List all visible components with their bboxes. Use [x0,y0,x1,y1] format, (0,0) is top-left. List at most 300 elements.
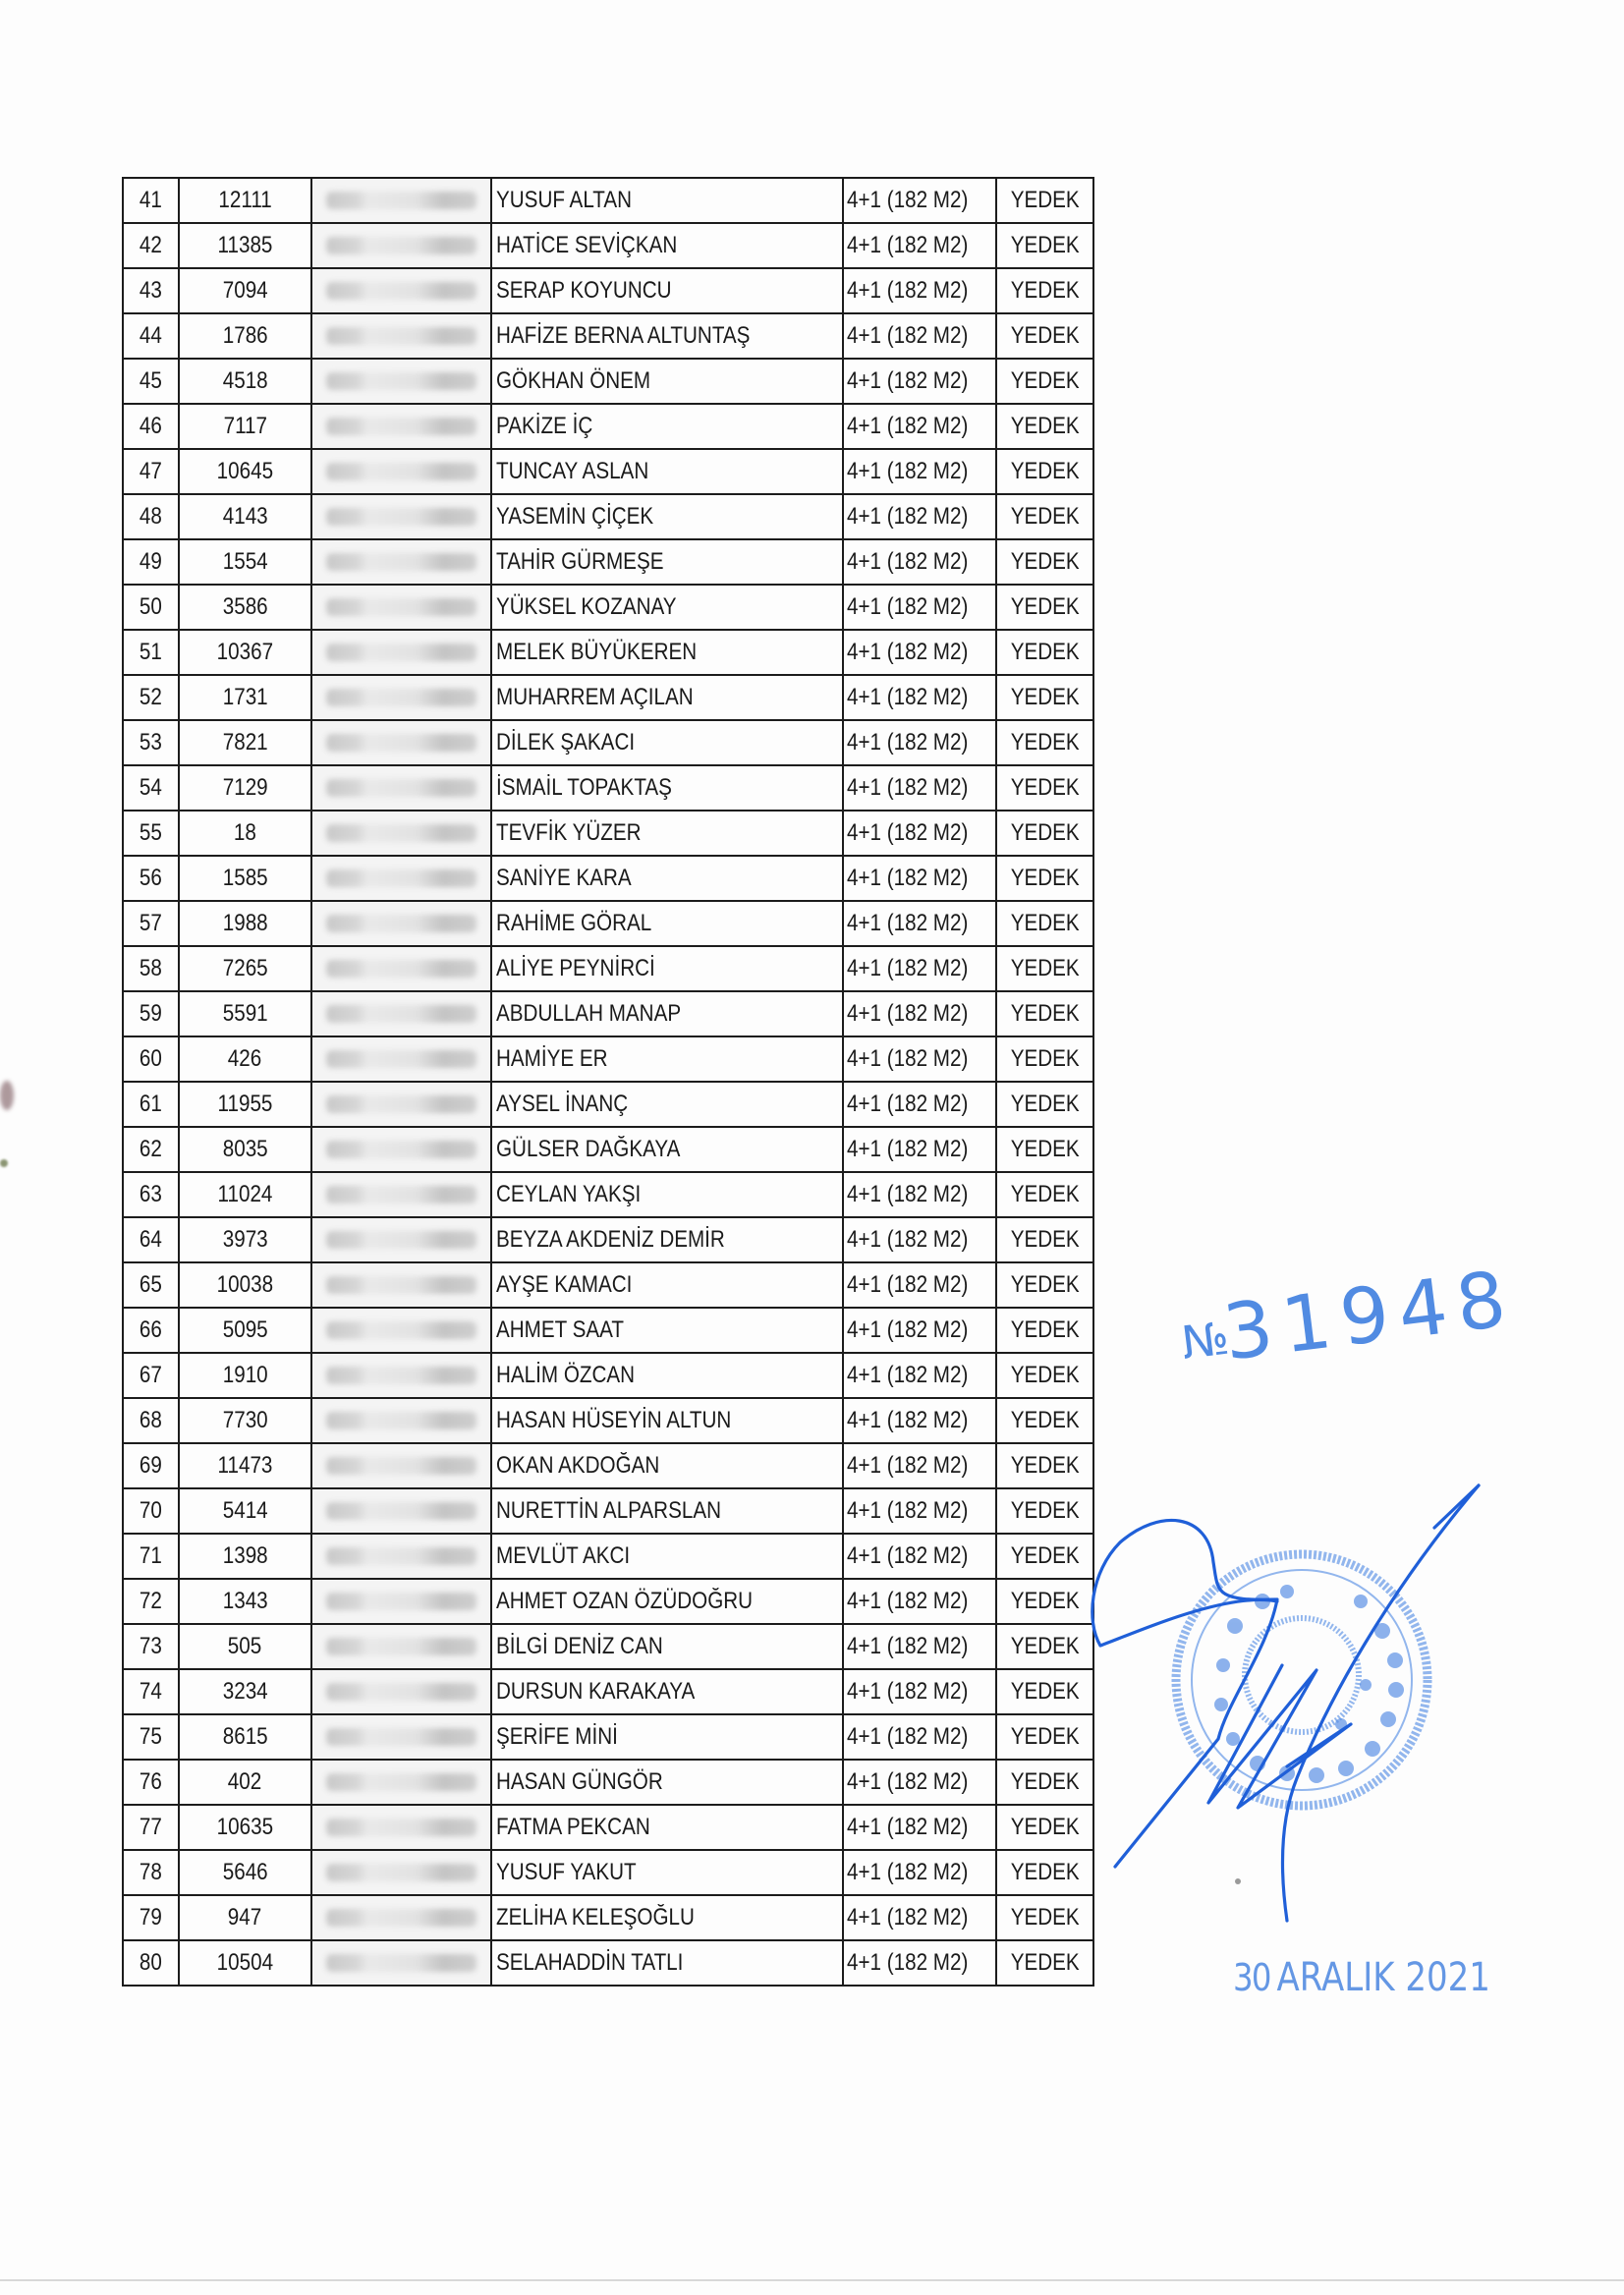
row-number: 55 [140,819,162,846]
reserve-list-table [122,177,1094,1987]
unit-type: 4+1 (182 M2) [847,1814,969,1840]
status-cell [996,1940,1093,1986]
redacted-id-cell [311,1036,491,1082]
name-cell [491,1217,843,1262]
application-number-cell [179,1940,311,1986]
application-number: 426 [228,1045,262,1072]
unit-type-cell [843,1172,996,1217]
name-cell [491,765,843,811]
application-number: 3234 [222,1678,268,1705]
status: YEDEK [1010,277,1080,304]
unit-type: 4+1 (182 M2) [847,1723,969,1750]
redacted-id-blur [326,1457,476,1475]
document-number: 31948 [1218,1254,1521,1378]
application-number-cell [179,404,311,449]
unit-type: 4+1 (182 M2) [847,684,969,710]
application-number-cell [179,1895,311,1940]
name-cell [491,675,843,720]
row-number: 69 [140,1452,162,1479]
redacted-id-blur [326,508,476,526]
table-row [123,630,1093,675]
table-row [123,449,1093,494]
row-number: 75 [140,1723,162,1750]
redacted-id-blur [326,1231,476,1249]
unit-type-cell [843,946,996,991]
unit-type: 4+1 (182 M2) [847,1362,969,1388]
application-number: 1786 [222,322,268,349]
unit-type: 4+1 (182 M2) [847,639,969,665]
redacted-id-blur [326,1095,476,1113]
name-cell [491,1940,843,1986]
name-cell [491,1353,843,1398]
row-number: 74 [140,1678,162,1705]
row-number: 45 [140,367,162,394]
unit-type: 4+1 (182 M2) [847,413,969,439]
unit-type-cell [843,765,996,811]
row-number: 41 [140,187,162,213]
unit-type: 4+1 (182 M2) [847,458,969,484]
status-cell [996,1443,1093,1488]
redacted-id-cell [311,1805,491,1850]
redacted-id-blur [326,1367,476,1384]
row-number-cell [123,313,179,359]
name-cell [491,1669,843,1714]
row-number-cell [123,720,179,765]
name-cell [491,1262,843,1308]
table-row [123,539,1093,585]
application-number-cell [179,1262,311,1308]
redacted-id-blur [326,915,476,932]
status: YEDEK [1010,1678,1080,1705]
table-row [123,811,1093,856]
name-cell [491,1488,843,1534]
name-cell [491,359,843,404]
table-row [123,675,1093,720]
row-number: 56 [140,865,162,891]
redacted-id-cell [311,359,491,404]
applicant-name: YASEMİN ÇİÇEK [496,503,654,530]
table-row [123,1308,1093,1353]
row-number-cell [123,223,179,268]
unit-type: 4+1 (182 M2) [847,1949,969,1976]
applicant-name: AYSEL İNANÇ [496,1091,629,1117]
applicant-name: MUHARREM AÇILAN [496,684,694,710]
redacted-id-blur [326,1186,476,1203]
name-cell [491,449,843,494]
status-cell [996,1850,1093,1895]
unit-type-cell [843,1624,996,1669]
status-cell [996,449,1093,494]
application-number: 1554 [222,548,268,575]
table-row [123,1579,1093,1624]
status-cell [996,675,1093,720]
row-number: 42 [140,232,162,258]
unit-type-cell [843,1398,996,1443]
unit-type: 4+1 (182 M2) [847,367,969,394]
applicant-name: SERAP KOYUNCU [496,277,672,304]
application-number: 1343 [222,1588,268,1614]
applicant-name: HAFİZE BERNA ALTUNTAŞ [496,322,751,349]
scan-artifact [0,1081,14,1110]
application-number-cell [179,991,311,1036]
unit-type-cell [843,1940,996,1986]
applicant-name: OKAN AKDOĞAN [496,1452,660,1479]
status-cell [996,1036,1093,1082]
table-row [123,1940,1093,1986]
row-number: 60 [140,1045,162,1072]
application-number-cell [179,223,311,268]
application-number: 5591 [222,1000,268,1027]
row-number-cell [123,1895,179,1940]
unit-type: 4+1 (182 M2) [847,1542,969,1569]
row-number-cell [123,1669,179,1714]
table-row [123,313,1093,359]
row-number-cell [123,1398,179,1443]
row-number-cell [123,404,179,449]
application-number: 7117 [223,413,267,439]
name-cell [491,1308,843,1353]
redacted-id-blur [326,282,476,300]
status-cell [996,313,1093,359]
row-number-cell [123,449,179,494]
status-cell [996,991,1093,1036]
row-number-cell [123,1714,179,1760]
table-row [123,268,1093,313]
applicant-name: GÖKHAN ÖNEM [496,367,651,394]
unit-type: 4+1 (182 M2) [847,1226,969,1253]
applicant-name: AYŞE KAMACI [496,1271,633,1298]
status: YEDEK [1010,1542,1080,1569]
application-number: 3586 [222,593,268,620]
unit-type: 4+1 (182 M2) [847,774,969,801]
row-number: 53 [140,729,162,756]
row-number: 59 [140,1000,162,1027]
page-bottom-edge [0,2279,1624,2281]
scan-artifact [0,1159,8,1167]
status-cell [996,1082,1093,1127]
status: YEDEK [1010,1814,1080,1840]
name-cell [491,1172,843,1217]
status-cell [996,1308,1093,1353]
unit-type-cell [843,1805,996,1850]
application-number-cell [179,1579,311,1624]
table-row [123,1624,1093,1669]
application-number: 505 [228,1633,262,1659]
row-number: 80 [140,1949,162,1976]
status: YEDEK [1010,458,1080,484]
row-number: 61 [140,1091,162,1117]
application-number: 7821 [222,729,268,756]
row-number-cell [123,1308,179,1353]
application-number-cell [179,268,311,313]
application-number-cell [179,1805,311,1850]
name-cell [491,1082,843,1127]
name-cell [491,178,843,223]
unit-type: 4+1 (182 M2) [847,819,969,846]
name-cell [491,946,843,991]
status: YEDEK [1010,232,1080,258]
status: YEDEK [1010,1949,1080,1976]
application-number-cell [179,1760,311,1805]
unit-type: 4+1 (182 M2) [847,232,969,258]
application-number: 5646 [222,1859,268,1885]
unit-type-cell [843,991,996,1036]
status-cell [996,1805,1093,1850]
redacted-id-cell [311,856,491,901]
application-number-cell [179,1127,311,1172]
unit-type: 4+1 (182 M2) [847,1181,969,1207]
application-number: 1910 [222,1362,268,1388]
application-number-cell [179,585,311,630]
table-row [123,1082,1093,1127]
application-number-cell [179,178,311,223]
unit-type: 4+1 (182 M2) [847,1633,969,1659]
unit-type-cell [843,1036,996,1082]
table-row [123,1488,1093,1534]
unit-type-cell [843,313,996,359]
status: YEDEK [1010,1633,1080,1659]
application-number: 402 [228,1768,262,1795]
applicant-name: BİLGİ DENİZ CAN [496,1633,663,1659]
unit-type-cell [843,1850,996,1895]
unit-type: 4+1 (182 M2) [847,1859,969,1885]
applicant-name: TEVFİK YÜZER [496,819,642,846]
redacted-id-cell [311,1895,491,1940]
redacted-id-blur [326,1864,476,1881]
unit-type-cell [843,1534,996,1579]
application-number: 8035 [222,1136,268,1162]
status: YEDEK [1010,1362,1080,1388]
unit-type-cell [843,1262,996,1308]
table-row [123,901,1093,946]
redacted-id-blur [326,598,476,616]
unit-type-cell [843,1082,996,1127]
application-number: 5414 [222,1497,268,1524]
redacted-id-blur [326,824,476,842]
redacted-id-blur [326,192,476,209]
status: YEDEK [1010,1497,1080,1524]
status: YEDEK [1010,684,1080,710]
status-cell [996,811,1093,856]
application-number: 7730 [222,1407,268,1433]
application-number: 4518 [222,367,268,394]
unit-type-cell [843,449,996,494]
applicant-name: ZELİHA KELEŞOĞLU [496,1904,695,1931]
status-cell [996,856,1093,901]
status-cell [996,1669,1093,1714]
unit-type-cell [843,494,996,539]
redacted-id-blur [326,1547,476,1565]
name-cell [491,223,843,268]
redacted-id-blur [326,372,476,390]
row-number: 76 [140,1768,162,1795]
row-number: 54 [140,774,162,801]
application-number: 10635 [216,1814,274,1840]
status-cell [996,268,1093,313]
redacted-id-cell [311,991,491,1036]
status: YEDEK [1010,322,1080,349]
table-row [123,1669,1093,1714]
applicant-name: TAHİR GÜRMEŞE [496,548,664,575]
unit-type: 4+1 (182 M2) [847,1678,969,1705]
unit-type-cell [843,1714,996,1760]
application-number-cell [179,1036,311,1082]
application-number: 11473 [217,1452,273,1479]
status-cell [996,1534,1093,1579]
unit-type: 4+1 (182 M2) [847,322,969,349]
status-cell [996,1172,1093,1217]
redacted-id-cell [311,1082,491,1127]
row-number: 66 [140,1316,162,1343]
redacted-id-cell [311,539,491,585]
row-number: 68 [140,1407,162,1433]
unit-type: 4+1 (182 M2) [847,1768,969,1795]
row-number-cell [123,901,179,946]
unit-type-cell [843,675,996,720]
application-number: 11024 [217,1181,273,1207]
applicant-name: CEYLAN YAKŞI [496,1181,642,1207]
name-cell [491,1579,843,1624]
applicant-name: MELEK BÜYÜKEREN [496,639,698,665]
table-row [123,1760,1093,1805]
application-number-cell [179,1353,311,1398]
row-number-cell [123,1534,179,1579]
application-number-cell [179,765,311,811]
status: YEDEK [1010,1316,1080,1343]
redacted-id-cell [311,630,491,675]
unit-type-cell [843,268,996,313]
application-number: 11385 [217,232,273,258]
name-cell [491,630,843,675]
redacted-id-cell [311,1172,491,1217]
table-row [123,178,1093,223]
status: YEDEK [1010,1000,1080,1027]
name-cell [491,494,843,539]
row-number: 46 [140,413,162,439]
applicant-name: HALİM ÖZCAN [496,1362,636,1388]
status: YEDEK [1010,819,1080,846]
application-number: 7265 [222,955,268,981]
status: YEDEK [1010,187,1080,213]
status: YEDEK [1010,1407,1080,1433]
status: YEDEK [1010,729,1080,756]
redacted-id-blur [326,1819,476,1836]
row-number-cell [123,1443,179,1488]
redacted-id-blur [326,689,476,706]
name-cell [491,1443,843,1488]
applicant-name: SELAHADDİN TATLI [496,1949,684,1976]
row-number: 50 [140,593,162,620]
row-number: 70 [140,1497,162,1524]
row-number: 71 [140,1542,162,1569]
application-number-cell [179,675,311,720]
applicant-name: YÜKSEL KOZANAY [496,593,677,620]
row-number: 77 [140,1814,162,1840]
applicant-name: YUSUF YAKUT [496,1859,637,1885]
row-number: 44 [140,322,162,349]
redacted-id-blur [326,1954,476,1972]
table-row [123,1262,1093,1308]
application-number: 10367 [216,639,274,665]
redacted-id-cell [311,1714,491,1760]
redacted-id-blur [326,644,476,661]
status-cell [996,404,1093,449]
applicant-name: HASAN HÜSEYİN ALTUN [496,1407,732,1433]
status-cell [996,359,1093,404]
redacted-id-blur [326,1909,476,1927]
row-number-cell [123,765,179,811]
status: YEDEK [1010,1226,1080,1253]
row-number-cell [123,539,179,585]
unit-type-cell [843,1217,996,1262]
unit-type-cell [843,404,996,449]
redacted-id-blur [326,327,476,345]
row-number-cell [123,585,179,630]
redacted-id-blur [326,553,476,571]
application-number: 1585 [222,865,268,891]
status: YEDEK [1010,1181,1080,1207]
applicant-name: ALİYE PEYNİRCİ [496,955,655,981]
unit-type: 4+1 (182 M2) [847,503,969,530]
name-cell [491,1534,843,1579]
status: YEDEK [1010,593,1080,620]
application-number-cell [179,1534,311,1579]
row-number-cell [123,946,179,991]
status: YEDEK [1010,865,1080,891]
applicant-name: SANİYE KARA [496,865,632,891]
status-cell [996,1262,1093,1308]
redacted-id-cell [311,946,491,991]
redacted-id-blur [326,463,476,480]
table-row [123,1172,1093,1217]
application-number-cell [179,856,311,901]
application-number-cell [179,946,311,991]
redacted-id-blur [326,1141,476,1158]
applicant-name: BEYZA AKDENİZ DEMİR [496,1226,725,1253]
application-number-cell [179,359,311,404]
application-number: 7129 [222,774,268,801]
row-number-cell [123,1579,179,1624]
status: YEDEK [1010,910,1080,936]
status-cell [996,1127,1093,1172]
redacted-id-cell [311,223,491,268]
application-number: 12111 [218,187,272,213]
status: YEDEK [1010,1271,1080,1298]
application-number: 10038 [216,1271,274,1298]
redacted-id-cell [311,268,491,313]
date-day: 30 [1233,1956,1270,1999]
unit-type: 4+1 (182 M2) [847,1316,969,1343]
status: YEDEK [1010,1768,1080,1795]
application-number-cell [179,1624,311,1669]
table-row [123,585,1093,630]
table-row [123,856,1093,901]
document-number-stamp [1176,1255,1520,1383]
status: YEDEK [1010,955,1080,981]
status: YEDEK [1010,639,1080,665]
redacted-id-cell [311,1398,491,1443]
redacted-id-blur [326,1773,476,1791]
applicant-name: DİLEK ŞAKACI [496,729,636,756]
date-month-year: ARALIK 2021 [1276,1955,1490,2000]
table-row [123,1353,1093,1398]
row-number: 57 [140,910,162,936]
name-cell [491,268,843,313]
application-number-cell [179,313,311,359]
redacted-id-cell [311,1262,491,1308]
status: YEDEK [1010,367,1080,394]
application-number-cell [179,1308,311,1353]
